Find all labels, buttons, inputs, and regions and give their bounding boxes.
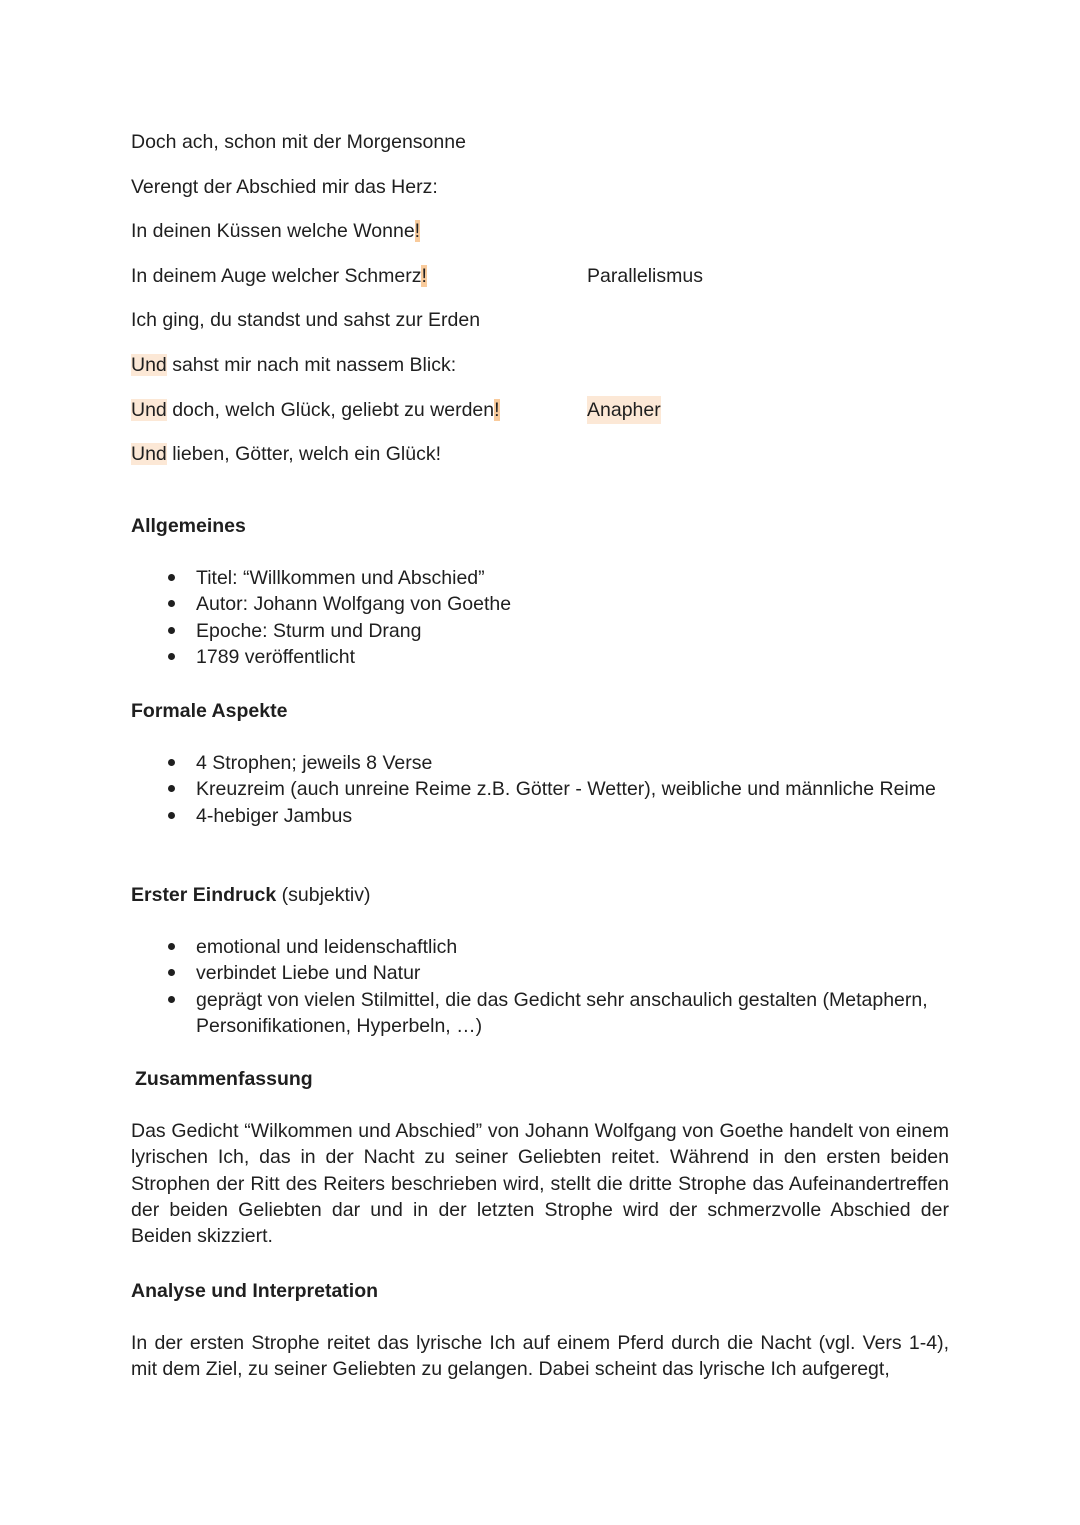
exclamation-highlight: ! xyxy=(421,264,427,287)
poem-text: lieben, Götter, welch ein Glück! xyxy=(166,443,441,466)
poem-text: doch, welch Glück, geliebt zu werden xyxy=(166,398,495,421)
poem-text: Ich ging, du standst und sahst zur Erden xyxy=(131,309,481,332)
section-analyse xyxy=(131,1277,949,1383)
bullet-text: emotional und leidenschaftlich xyxy=(196,936,458,958)
bullet-text: Kreuzreim (auch unreine Reime z.B. Götter - Wetter), weibliche und männliche Reime xyxy=(196,778,936,801)
bullet-dot-icon xyxy=(168,759,175,766)
poem-text: sahst mir nach mit nassem Blick: xyxy=(166,353,457,376)
bullet-dot-icon xyxy=(168,785,175,792)
poem-line xyxy=(131,351,951,396)
bullet-dot-icon xyxy=(168,600,175,607)
list-formale-aspekte xyxy=(131,750,949,829)
bullet-item xyxy=(131,960,949,986)
heading-analyse: Analyse und Interpretation xyxy=(131,1280,379,1302)
bullet-text: 4-hebiger Jambus xyxy=(196,804,353,827)
bullet-item xyxy=(131,776,949,802)
bullet-item xyxy=(131,618,949,644)
bullet-item xyxy=(131,934,949,960)
bullet-item xyxy=(131,565,949,591)
poem-text: In deinen Küssen welche Wonne xyxy=(131,220,415,243)
bullet-text: 4 Strophen; jeweils 8 Verse xyxy=(196,752,433,774)
bullet-item xyxy=(131,803,949,829)
heading-formale-aspekte: Formale Aspekte xyxy=(131,700,288,722)
anaphora-highlight: Und xyxy=(131,443,167,466)
poem-line xyxy=(131,173,951,218)
bullet-item xyxy=(131,644,949,670)
exclamation-highlight: ! xyxy=(494,398,500,421)
list-allgemeines xyxy=(131,565,949,670)
stylistic-device-annotation: Parallelismus xyxy=(587,264,703,287)
heading-allgemeines: Allgemeines xyxy=(131,515,246,537)
heading-zusammenfassung: Zusammenfassung xyxy=(135,1068,313,1090)
bullet-dot-icon xyxy=(168,943,175,950)
poem-line xyxy=(131,262,951,307)
heading-erster-eindruck-suffix: (subjektiv) xyxy=(276,884,371,906)
poem-line xyxy=(131,396,951,441)
bullet-dot-icon xyxy=(168,653,175,660)
paragraph-analyse: In der ersten Strophe reitet das lyrische Ich auf einem Pferd durch die Nacht (vgl. Vers 1-4), mit dem Ziel, zu seiner Geliebten zu gelangen. Dabei scheint das lyrische Ich aufgeregt, xyxy=(131,1332,949,1381)
bullet-item xyxy=(131,591,949,617)
bullet-item xyxy=(131,750,949,776)
poem-text: In deinem Auge welcher Schmerz xyxy=(131,264,422,287)
bullet-dot-icon xyxy=(168,996,175,1003)
bullet-dot-icon xyxy=(168,969,175,976)
exclamation-highlight: ! xyxy=(414,220,421,243)
bullet-text: 1789 veröffentlicht xyxy=(196,645,355,668)
bullet-text: Epoche: Sturm und Drang xyxy=(196,619,422,642)
anaphora-highlight: Und xyxy=(131,398,167,421)
bullet-dot-icon xyxy=(168,812,175,819)
poem-text: Doch ach, schon mit der Morgensonne xyxy=(131,131,466,153)
bullet-text: verbindet Liebe und Natur xyxy=(196,962,421,985)
poem-stanza xyxy=(131,128,951,485)
bullet-dot-icon xyxy=(168,574,175,581)
section-formale-aspekte xyxy=(131,697,949,829)
bullet-text: Titel: “Willkommen und Abschied” xyxy=(196,567,485,589)
poem-line xyxy=(131,306,951,351)
list-erster-eindruck xyxy=(131,934,949,1039)
bullet-dot-icon xyxy=(168,627,175,634)
section-erster-eindruck xyxy=(131,881,949,1039)
poem-text: Verengt der Abschied mir das Herz: xyxy=(131,175,438,198)
poem-line xyxy=(131,440,951,485)
heading-erster-eindruck xyxy=(131,881,949,909)
poem-line xyxy=(131,128,951,173)
section-zusammenfassung-body xyxy=(131,1118,949,1249)
paragraph-zusammenfassung: Das Gedicht “Wilkommen und Abschied” von Johann Wolfgang von Goethe handelt von einem lyrischen Ich, das in der Nacht zu seiner Geliebten reitet. Während in den ersten beiden Strophen der Ritt des Reiters beschrieben wird, stellt die dritte Strophe das Aufeinandertreffen der beiden Geliebten dar und in der letzten Strophe wird der schmerzvolle Abschied der Beiden skizziert. xyxy=(131,1120,949,1248)
poem-line xyxy=(131,217,951,262)
bullet-text: Autor: Johann Wolfgang von Goethe xyxy=(196,593,512,616)
bullet-item xyxy=(131,987,949,1040)
bullet-text: geprägt von vielen Stilmittel, die das Gedicht sehr anschaulich gestalten (Metaphern, Personifikationen, Hyperbeln, …) xyxy=(196,988,928,1037)
anaphora-highlight: Und xyxy=(131,353,167,376)
stylistic-device-annotation: Anapher xyxy=(587,396,661,424)
heading-erster-eindruck-bold: Erster Eindruck xyxy=(131,884,277,906)
section-allgemeines xyxy=(131,512,949,670)
section-zusammenfassung xyxy=(135,1065,953,1093)
